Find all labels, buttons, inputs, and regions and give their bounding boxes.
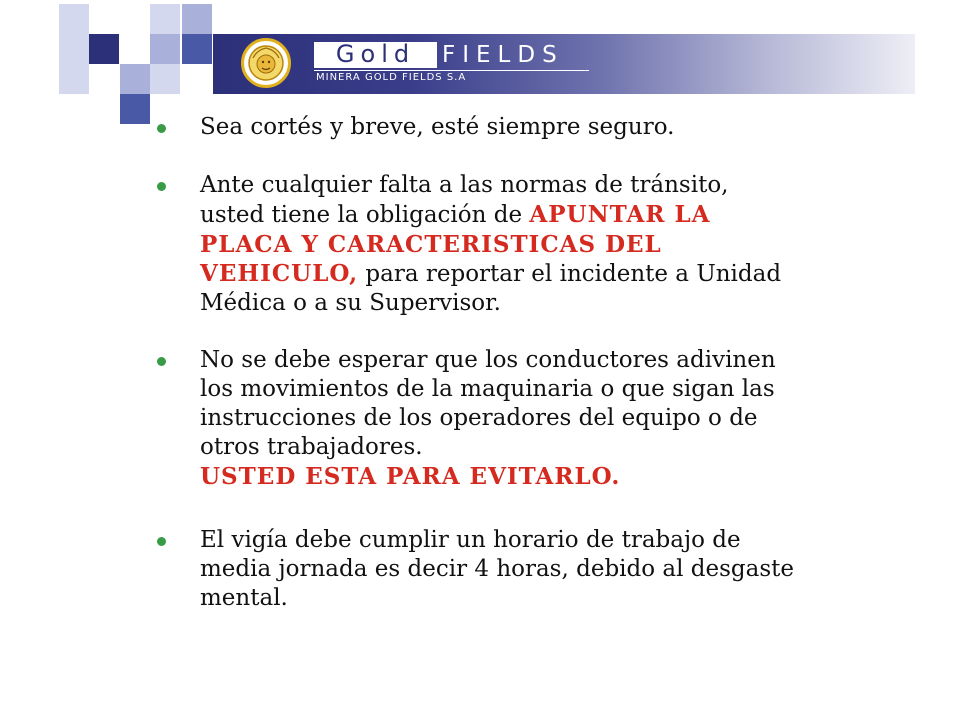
decor-square xyxy=(120,64,150,94)
highlight-text: APUNTAR LA xyxy=(529,201,711,228)
bullet-text xyxy=(200,171,805,318)
text-fragment: para reportar el incidente a Unidad xyxy=(365,261,782,287)
lion-emblem-icon xyxy=(241,38,291,88)
decor-square xyxy=(182,4,212,34)
decor-square xyxy=(89,34,119,64)
decor-square xyxy=(182,34,212,64)
bullet-dot xyxy=(157,537,166,546)
decor-square xyxy=(150,4,180,34)
text-line: mental. xyxy=(200,585,288,611)
decor-square xyxy=(59,4,89,34)
text-line: No se debe esperar que los conductores adivinen xyxy=(200,347,776,373)
highlight-text: VEHICULO, xyxy=(200,260,359,287)
bullet-text xyxy=(200,526,805,613)
bullet-dot xyxy=(157,357,166,366)
text-line: los movimientos de la maquinaria o que sigan las xyxy=(200,376,775,402)
text-line: media jornada es decir 4 horas, debido al desgaste xyxy=(200,556,795,582)
brand-gold-box xyxy=(314,39,437,68)
bullet-text xyxy=(200,346,805,491)
highlight-text: USTED ESTA PARA EVITARLO. xyxy=(200,463,621,490)
brand-subtitle: MINERA GOLD FIELDS S.A xyxy=(316,72,467,83)
bullet-text xyxy=(200,113,805,142)
text-line: El vigía debe cumplir un horario de trabajo de xyxy=(200,527,741,553)
text-line: otros trabajadores. xyxy=(200,434,423,460)
bullet-dot xyxy=(157,124,166,133)
brand-fields-text: FIELDS xyxy=(442,42,564,68)
brand-gold-text: Gold xyxy=(335,39,416,68)
highlight-text: PLACA Y CARACTERISTICAS DEL xyxy=(200,231,662,258)
decor-square xyxy=(59,34,89,64)
decor-square xyxy=(59,64,89,94)
brand-divider xyxy=(314,70,589,71)
decor-square xyxy=(120,94,150,124)
text-line: instrucciones de los operadores del equipo o de xyxy=(200,405,758,431)
text-line: Sea cortés y breve, esté siempre seguro. xyxy=(200,114,675,140)
decor-square xyxy=(150,64,180,94)
text-fragment: usted tiene la obligación de xyxy=(200,202,523,228)
text-line: Ante cualquier falta a las normas de tránsito, xyxy=(200,172,729,198)
bullet-dot xyxy=(157,182,166,191)
text-line: Médica o a su Supervisor. xyxy=(200,290,501,316)
decor-square xyxy=(150,34,180,64)
